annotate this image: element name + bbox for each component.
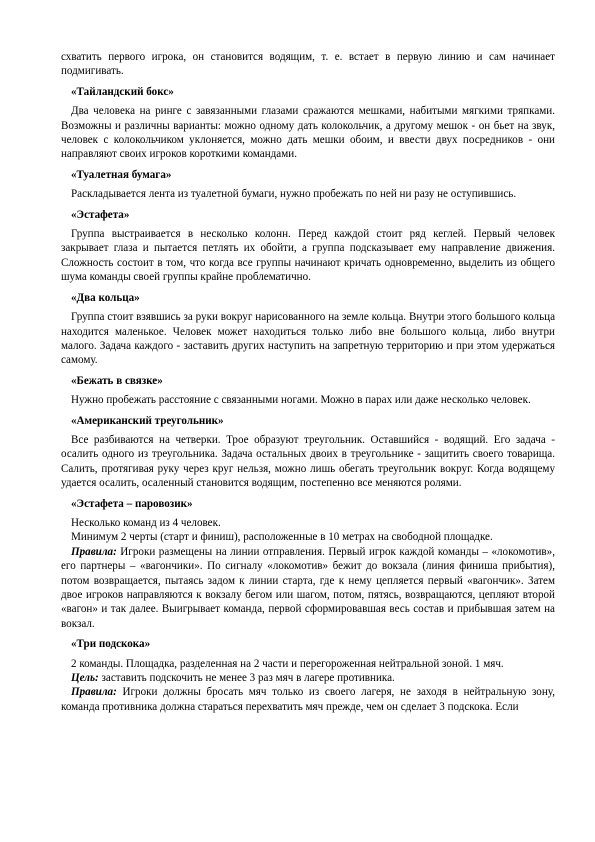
goal-text: заставить подскочить не менее 3 раз мяч в лагере противника. <box>98 672 395 685</box>
heading-two-rings: «Два кольца» <box>71 291 140 304</box>
rules-text: Игроки размещены на линии отправления. Первый игрок каждой команды – «локомотив», его партнеры – «вагончики». По сигналу «локомотив» бежит до вокзала (линия финиша прибытия), потом возвращается, пытаясь задом к линии старта, где к нему цепляется первый «вагончик». Затем двое игроков направляются к вокзалу бегом или шагом, потом, пятясь, возвращаются, цепляют второй «вагон» и так далее. Выигрывает команда, первой сформировавшая весь состав и прибывшая затем на вокзал. <box>61 545 555 630</box>
heading-thai-box: «Тайландский бокс» <box>71 85 174 98</box>
paragraph-toilet-paper: Раскладывается лента из туалетной бумаги, нужно пробежать по ней ни разу не оступившись. <box>71 188 517 201</box>
heading-three-bounces: «Три подскока» <box>71 638 151 651</box>
paragraph-run-together: Нужно пробежать расстояние с связанными ногами. Можно в парах или даже несколько человек. <box>71 394 531 407</box>
paragraph-two-rings: Группа стоит взявшись за руки вокруг нарисованного на земле кольца. Внутри этого большого кольца находится маленькое. Человек может находиться только либо вне большого кольца, либо внутри малого. Задача каждого - заставить других наступить на запретную территорию и при этом удержаться самому. <box>61 311 555 367</box>
paragraph-relay: Группа выстраивается в несколько колонн. Перед каждой стоит ряд кеглей. Первый человек закрывает глаза и пытается петлять их обойти, а группа подсказывает ему направление движения. Сложность состоит в том, что когда все группы начинают кричать одновременно, выделить из общего шума команды своей группы крайне проблематично. <box>61 228 555 284</box>
paragraph-train-teams: Несколько команд из 4 человек. <box>71 516 221 529</box>
paragraph-three-goal <box>61 671 555 685</box>
paragraph-thai-box: Два человека на ринге с завязанными глазами сражаются мешками, набитыми мягкими тряпками. Возможны и различны варианты: можно одному дать колокольчик, а другому мешок - он бьет на звук, человек с колокольчиком уклоняется, можно дать мешки обоим, и ввести двух посредников - они направляют своих игроков короткими командами. <box>61 105 555 161</box>
paragraph-train-rules <box>61 545 555 631</box>
goal-label: Цель: <box>71 672 99 685</box>
rules-label: Правила: <box>71 545 117 558</box>
rules-text: Игроки должны бросать мяч только из своего лагеря, не заходя в нейтральную зону, команда противника должна стараться перехватить мяч прежде, чем он сделает 3 подскока. Если <box>61 686 555 713</box>
rules-label: Правила: <box>71 686 117 699</box>
heading-relay: «Эстафета» <box>71 208 130 221</box>
intro-paragraph: схватить первого игрока, он становится водящим, т. е. встает в первую линию и сам начинает подмигивать. <box>61 51 555 78</box>
paragraph-train-lines: Минимум 2 черты (старт и финиш), расположенные в 10 метрах на свободной площадке. <box>71 531 493 544</box>
heading-run-together: «Бежать в связке» <box>71 374 163 387</box>
paragraph-three-rules <box>61 685 555 714</box>
heading-toilet-paper: «Туалетная бумага» <box>71 168 172 181</box>
heading-triangle: «Американский треугольник» <box>71 414 224 427</box>
paragraph-triangle: Все разбиваются на четверки. Трое образуют треугольник. Оставшийся - водящий. Его задача - осалить одного из треугольника. Задача остальных двоих в треугольнике - защитить своего товарища. Салить, протягивая руку через круг нельзя, можно лишь обегать треугольник вокруг. Когда водящему удается осалить, осаленный становится водящим, постепенно все меняются ролями. <box>61 433 555 490</box>
heading-train: «Эстафета – паровозик» <box>71 497 193 510</box>
paragraph-three-setup: 2 команды. Площадка, разделенная на 2 части и перегороженная нейтральной зоной. 1 мяч. <box>71 657 504 670</box>
